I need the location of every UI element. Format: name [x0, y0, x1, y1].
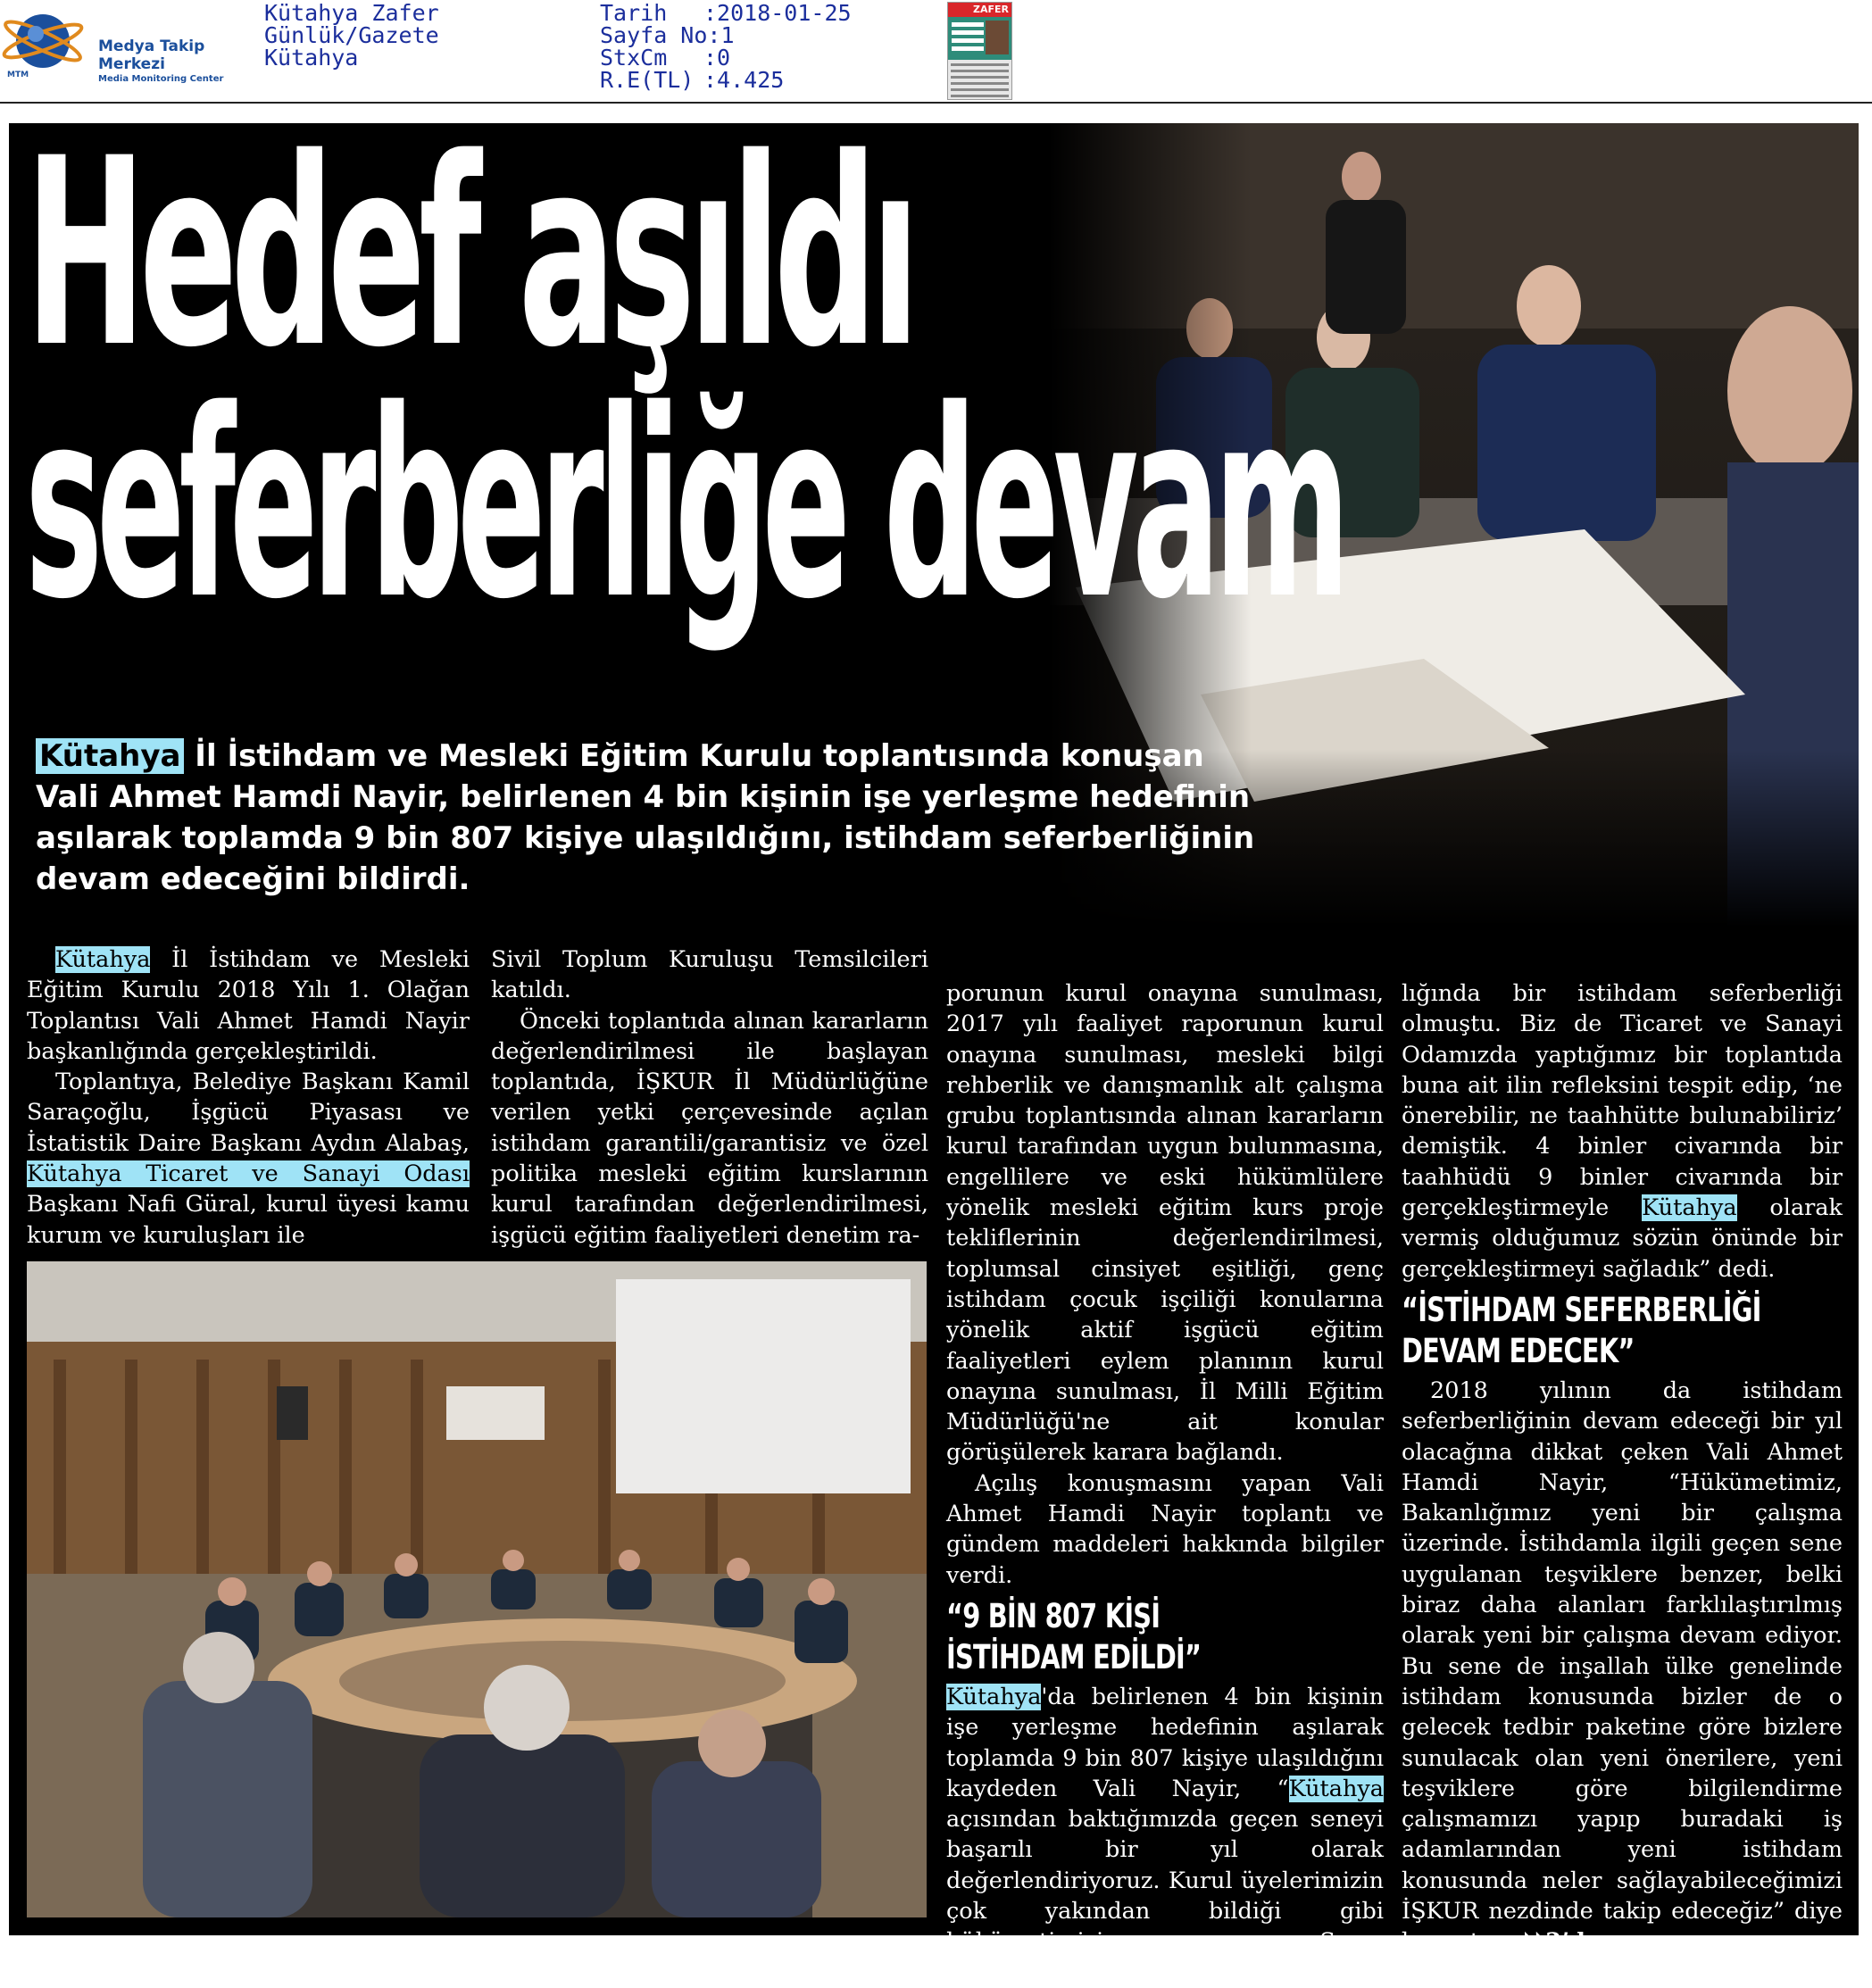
stxcm-label: StxCm — [600, 45, 668, 71]
clipping-header — [0, 0, 1872, 104]
publication-info — [264, 2, 439, 69]
subheading-istihdam-seferberligi: “İSTİHDAM SEFERBERLİĞİ DEVAM EDECEK” — [1402, 1290, 1761, 1370]
article-clipping — [9, 104, 1859, 1986]
page-value: :1 — [707, 22, 735, 48]
article-column-3 — [946, 978, 1384, 1988]
re-row — [600, 69, 852, 91]
date-row — [600, 2, 852, 24]
date-label: Tarih — [600, 0, 668, 26]
re-value: :4.425 — [703, 67, 785, 93]
headline-line-2: seferberliğe devam — [25, 355, 1344, 656]
thumbnail-masthead: ZAFER — [948, 3, 1011, 17]
article-column-1 — [27, 944, 470, 1251]
stxcm-value: :0 — [703, 45, 731, 71]
col1-paragraph-2: Toplantıya, Belediye Başkanı Kamil Saraçoğlu, İşgücü Piyasası ve İstatistik Daire Başkanı Aydın Alabaş, Kütahya Ticaret ve Sanayi Odası Başkanı Nafi Güral, kurul üyesi kamu kurum ve kuruluşları ile — [27, 1069, 470, 1249]
headline-line-1: Hedef aşıldı — [25, 104, 914, 404]
page-thumbnail[interactable] — [947, 2, 1012, 100]
clipping-metadata — [600, 2, 852, 91]
col3-paragraph-1: porunun kurul onayına sunulması, 2017 yılı faaliyet raporunun kurul onayına sunulması, mesleki bilgi rehberlik ve danışmanlık alt çalışma grubu toplantısında alınan kararların kurul tarafından uygun bulunmasına, engellilere ve eski hükümlülere yönelik mesleki eğitim kurs proje tekliflerinin değerlendirilmesi, toplumsal cinsiyet eşitliği, genç istihdam çocuk işçiliği konularına yönelik aktif işgücü eğitim faaliyetleri eylem planının kurul onayına sunulması, İl Milli Eğitim Müdürlüğü'ne ait konular görüşülerek karara bağlandı. — [946, 980, 1384, 1467]
re-label: R.E(TL) — [600, 67, 695, 93]
lead-keyword: Kütahya — [36, 738, 184, 774]
continue-marker: ⏵⏵2’de — [1522, 1928, 1601, 1956]
publication-name: Kütahya Zafer — [264, 0, 439, 26]
page-row — [600, 24, 852, 46]
keyword-highlight: Kütahya — [946, 1683, 1042, 1710]
lead-paragraph — [36, 736, 1259, 900]
logo-subtitle: Media Monitoring Center — [98, 74, 224, 84]
stxcm-row — [600, 46, 852, 69]
globe-icon — [4, 7, 89, 79]
col4-paragraph-1: lığında bir istihdam seferberliği olmuştu. Biz de Ticaret ve Sanayi Odamızda yaptığımız bir toplantıda buna ait ilin refleksini tespit edip, ‘ne önerebilir, ne taahhütte bulunabiliriz’ demiştik. 4 binler civarında bir taahhüdü 9 binler civarında bir gerçekleştirmeyle Kütahya olarak vermiş olduğumuz sözün önünde bir gerçekleştirmeyi sağladık” dedi. — [1402, 980, 1843, 1283]
article-photo-meeting-room — [27, 1261, 927, 1917]
subheading-9-bin-807: “9 BİN 807 KİŞİ İSTİHDAM EDİLDİ” — [946, 1596, 1202, 1676]
double-arrow-icon: ⏵⏵ — [1522, 1928, 1546, 1956]
col3-paragraph-2: Açılış konuşmasını yapan Vali Ahmet Hamdi Nayir toplantı ve gündem maddeleri hakkında bilgiler verdi. — [946, 1469, 1384, 1589]
logo-badge: MTM — [7, 71, 29, 79]
date-value: :2018-01-25 — [703, 0, 852, 26]
article-column-2 — [491, 944, 928, 1251]
page-label: Sayfa No — [600, 22, 708, 48]
keyword-highlight: Kütahya Ticaret ve Sanayi Odası — [27, 1160, 470, 1188]
keyword-highlight: Kütahya — [55, 946, 151, 973]
col1-paragraph-1: Kütahya İl İstihdam ve Mesleki Eğitim Kurulu 2018 Yılı 1. Olağan Toplantısı Vali Ahmet Hamdi Nayir başkanlığında gerçekleştirildi. — [27, 946, 470, 1065]
col4-paragraph-2: 2018 yılının da istihdam seferberliğinin devam edeceği bir yıl olacağına dikkat çeken Vali Ahmet Hamdi Nayir, “Hükümetimiz, Bakanlığımız yeni bir çalışma üzerinde. İstihdamla ilgili geçen sene uygulanan teşviklere benzer, belki biraz daha alanları farklılaştırılmış olarak yeni bir çalışma devam ediyor. Bu sene de inşallah ülke genelinde istihdam konusunda bizler de o gelecek tedbir paketine göre bizlere sunulacak olan yeni önerilere, yeni teşviklere göre bilgilendirme çalışmamızı yapıp buradaki iş adamlarından yeni istihdam konusunda neler sağlayabileceğimizi İŞKUR nezdinde takip edeceğiz” diye konuştu... ⏵⏵2’de — [1402, 1377, 1843, 1956]
keyword-highlight: Kütahya — [1642, 1194, 1737, 1222]
publication-city: Kütahya — [264, 45, 359, 71]
col2-paragraph-1: Sivil Toplum Kuruluşu Temsilcileri katıldı. — [491, 946, 928, 1004]
article-column-4 — [1402, 978, 1843, 1958]
mtm-logo — [4, 7, 271, 84]
lead-text: İl İstihdam ve Mesleki Eğitim Kurulu toplantısında konuşan Vali Ahmet Hamdi Nayir, belirlenen 4 bin kişinin işe yerleşme hedefinin aşılarak toplamda 9 bin 807 kişiye ulaşıldığını, istihdam seferberliğinin devam edeceğini bildirdi. — [36, 738, 1255, 897]
keyword-highlight: Kütahya — [1288, 1775, 1384, 1802]
col3-paragraph-3: Kütahya'da belirlenen 4 bin kişinin işe yerleşme hedefinin aşılarak toplamda 9 bin 807 kişiye ulaşıldığını kaydeden Vali Nayir, “Kütahya açısından baktığımızda geçen seneyi başarılı bir yıl olarak değerlendiriyoruz. Kurul üyelerimizin çok yakından bildiği gibi hükümetimizin, Sayın Cumhurbaşkanımızın başkan- — [946, 1683, 1384, 1986]
logo-name: Medya Takip Merkezi — [98, 37, 205, 73]
col2-paragraph-2: Önceki toplantıda alınan kararların değerlendirilmesi ile başlayan toplantıda, İŞKUR İl Müdürlüğüne verilen yetki çerçevesinde açılan istihdam garantili/garantisiz ve özel politika mesleki eğitim kurslarının kurul tarafından değerlendirilmesi, işgücü eğitim faaliyetleri denetim ra- — [491, 1007, 928, 1249]
publication-type: Günlük/Gazete — [264, 22, 439, 48]
